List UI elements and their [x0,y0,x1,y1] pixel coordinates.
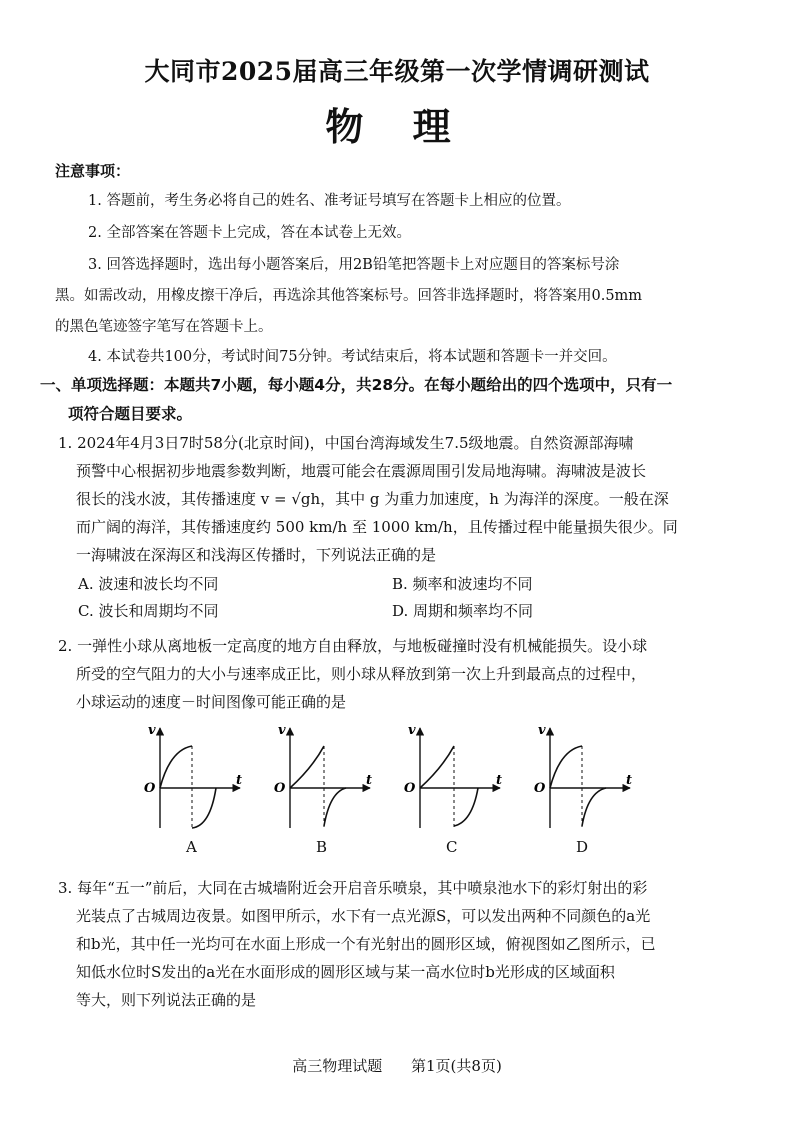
graph-d-label: D [576,838,589,856]
notice-line-1: 1. 答题前，考生务必将自己的姓名、准考证号填写在答题卡上相应的位置。 [88,193,571,209]
q2-line-1: 2. 一弹性小球从离地板一定高度的地方自由释放，与地板碰撞时没有机械能损失。设小球 [58,637,648,655]
q2-line-3: 小球运动的速度－时间图像可能正确的是 [76,693,347,711]
exam-title: 大同市2025届高三年级第一次学情调研测试 [144,57,650,86]
vt-graphs [140,718,660,858]
graph-d-v-label: v [538,723,546,738]
graph-a[interactable] [144,723,242,828]
graph-b-label: B [316,838,328,856]
q3-line-4: 知低水位时S发出的a光在水面形成的圆形区域与某一高水位时b光形成的区域面积 [76,963,615,981]
graph-a-v-label: v [148,723,156,738]
notice-line-3: 3. 回答选择题时，选出每小题答案后，用2B铅笔把答题卡上对应题目的答案标号涂 [88,257,620,273]
q1-option-b[interactable]: B. 频率和波速均不同 [392,575,533,593]
q3-line-5: 等大，则下列说法正确的是 [76,991,257,1009]
q1-line-3: 很长的浅水波，其传播速度 v = √gh，其中 g 为重力加速度，h 为海洋的深度。一般在深 [76,490,669,508]
graph-a-t-label: t [236,773,243,788]
section-heading-cont: 项符合题目要求。 [68,405,193,423]
graph-d-o-label: O [534,781,546,796]
graph-b-o-label: O [274,781,286,796]
graph-c[interactable] [404,723,502,828]
page-footer [0,1055,794,1076]
q3-line-2: 光装点了古城周边夜景。如图甲所示，水下有一点光源S，可以发出两种不同颜色的a光 [76,907,651,925]
graph-b[interactable] [274,723,372,828]
footer-page-number: 第1页(共8页) [411,1057,502,1075]
graph-c-label: C [446,838,458,856]
q1-option-a[interactable]: A. 波速和波长均不同 [78,575,219,593]
graph-b-t-label: t [366,773,373,788]
graph-c-v-label: v [408,723,416,738]
graph-d[interactable] [534,723,632,828]
notice-line-5: 的黑色笔迹签字笔写在答题卡上。 [55,319,273,335]
graph-b-v-label: v [278,723,286,738]
notice-line-2: 2. 全部答案在答题卡上完成，答在本试卷上无效。 [88,225,411,241]
notice-heading: 注意事项： [55,162,131,180]
section-heading: 一、单项选择题：本题共7小题，每小题4分，共28分。在每小题给出的四个选项中，只有一 [40,376,673,394]
graph-a-o-label: O [144,781,156,796]
q3-line-3: 和b光，其中任一光均可在水面上形成一个有光射出的圆形区域，俯视图如乙图所示，已 [76,935,656,953]
q1-line-1: 1. 2024年4月3日7时58分(北京时间)，中国台湾海域发生7.5级地震。自然资源部海啸 [58,434,634,452]
graph-a-label: A [186,838,197,856]
q1-option-d[interactable]: D. 周期和频率均不同 [392,602,534,620]
graph-d-t-label: t [626,773,633,788]
q1-option-c[interactable]: C. 波长和周期均不同 [78,602,219,620]
notice-line-6: 4. 本试卷共100分，考试时间75分钟。考试结束后，将本试题和答题卡一并交回。 [88,349,617,365]
q2-line-2: 所受的空气阻力的大小与速率成正比，则小球从释放到第一次上升到最高点的过程中， [76,665,647,683]
q3-line-1: 3. 每年“五一”前后，大同在古城墙附近会开启音乐喷泉，其中喷泉池水下的彩灯射出的彩 [58,879,648,897]
subject-title: 物 理 [325,105,469,149]
graph-c-t-label: t [496,773,503,788]
q1-line-5: 一海啸波在深海区和浅海区传播时，下列说法正确的是 [76,546,437,564]
notice-line-4: 黑。如需改动，用橡皮擦干净后，再选涂其他答案标号。回答非选择题时，将答案用0.5mm [55,288,643,304]
q1-line-2: 预警中心根据初步地震参数判断，地震可能会在震源周围引发局地海啸。海啸波是波长 [76,462,647,480]
footer-exam-name: 高三物理试题 [292,1057,383,1075]
q1-line-4: 而广阔的海洋，其传播速度约 500 km/h 至 1000 km/h，且传播过程中能量损失很少。同 [76,518,678,536]
graph-c-o-label: O [404,781,416,796]
